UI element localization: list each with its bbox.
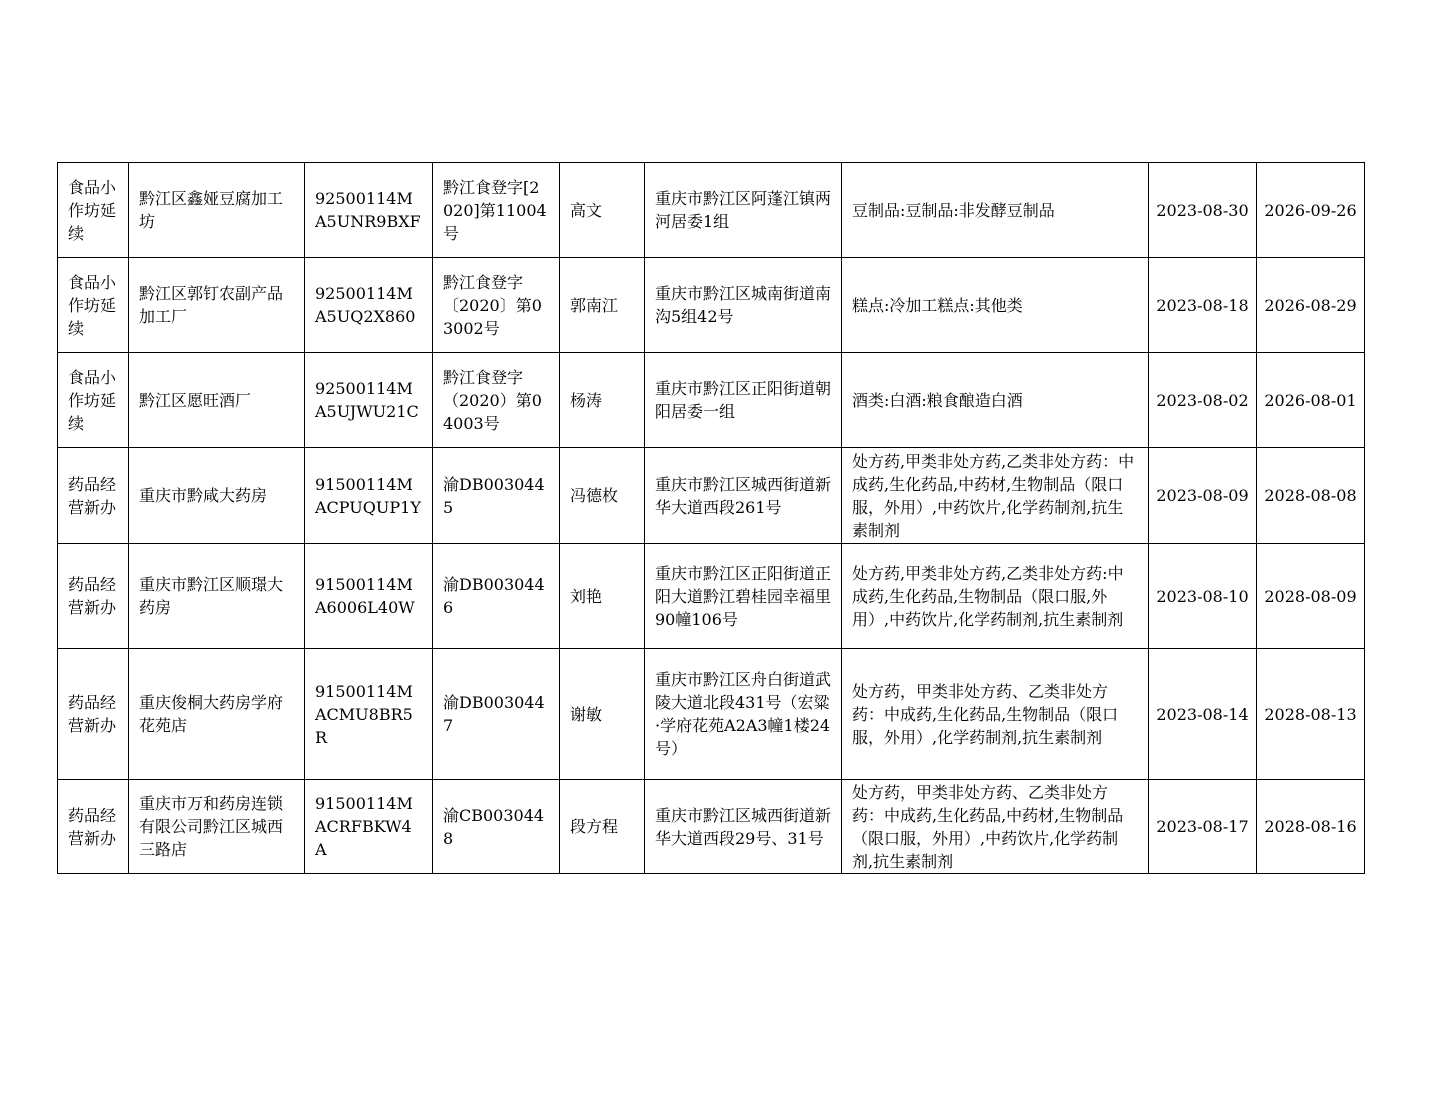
name-cell: 重庆市黔咸大药房 [129,448,305,544]
type-cell: 药品经营新办 [58,544,129,649]
table-row [58,163,1365,258]
name-cell: 黔江区愿旺酒厂 [129,353,305,448]
license-no-cell: 渝CB0030448 [433,780,560,874]
issue-date-cell: 2023-08-18 [1149,258,1257,353]
credit-code-cell: 91500114MACPUQUP1Y [305,448,433,544]
address-cell: 重庆市黔江区城西街道新华大道西段261号 [645,448,842,544]
license-no-cell: 黔江食登字[2020]第11004号 [433,163,560,258]
table-row [58,649,1365,780]
issue-date-cell: 2023-08-14 [1149,649,1257,780]
person-cell: 冯德枚 [560,448,645,544]
scope-cell: 酒类:白酒:粮食酿造白酒 [842,353,1149,448]
license-no-cell: 渝DB0030445 [433,448,560,544]
expiry-date-cell: 2028-08-16 [1257,780,1365,874]
license-no-cell: 渝DB0030447 [433,649,560,780]
license-table [57,162,1365,874]
credit-code-cell: 91500114MACRFBKW4A [305,780,433,874]
expiry-date-cell: 2026-08-29 [1257,258,1365,353]
address-cell: 重庆市黔江区城西街道新华大道西段29号、31号 [645,780,842,874]
address-cell: 重庆市黔江区舟白街道武陵大道北段431号（宏粱·学府花苑A2A3幢1楼24号） [645,649,842,780]
person-cell: 杨涛 [560,353,645,448]
address-cell: 重庆市黔江区阿蓬江镇两河居委1组 [645,163,842,258]
name-cell: 重庆市黔江区顺璟大药房 [129,544,305,649]
scope-cell: 糕点:冷加工糕点:其他类 [842,258,1149,353]
person-cell: 谢敏 [560,649,645,780]
expiry-date-cell: 2028-08-09 [1257,544,1365,649]
person-cell: 刘艳 [560,544,645,649]
person-cell: 郭南江 [560,258,645,353]
issue-date-cell: 2023-08-02 [1149,353,1257,448]
type-cell: 药品经营新办 [58,448,129,544]
person-cell: 高文 [560,163,645,258]
credit-code-cell: 92500114MA5UJWU21C [305,353,433,448]
credit-code-cell: 92500114MA5UNR9BXF [305,163,433,258]
scope-cell: 处方药,甲类非处方药,乙类非处方药:中成药,生化药品,生物制品（限口服,外用）,中药饮片,化学药制剂,抗生素制剂 [842,544,1149,649]
table-row [58,448,1365,544]
person-cell: 段方程 [560,780,645,874]
table-row [58,544,1365,649]
issue-date-cell: 2023-08-09 [1149,448,1257,544]
scope-cell: 豆制品:豆制品:非发酵豆制品 [842,163,1149,258]
type-cell: 食品小作坊延续 [58,163,129,258]
expiry-date-cell: 2028-08-13 [1257,649,1365,780]
name-cell: 黔江区郭钉农副产品加工厂 [129,258,305,353]
issue-date-cell: 2023-08-10 [1149,544,1257,649]
type-cell: 食品小作坊延续 [58,258,129,353]
table-row [58,353,1365,448]
address-cell: 重庆市黔江区正阳街道正阳大道黔江碧桂园幸福里90幢106号 [645,544,842,649]
table-row [58,780,1365,874]
type-cell: 食品小作坊延续 [58,353,129,448]
issue-date-cell: 2023-08-30 [1149,163,1257,258]
expiry-date-cell: 2026-08-01 [1257,353,1365,448]
table-row [58,258,1365,353]
license-no-cell: 黔江食登字（2020）第04003号 [433,353,560,448]
scope-cell: 处方药,甲类非处方药,乙类非处方药：中成药,生化药品,中药材,生物制品（限口服，外用）,中药饮片,化学药制剂,抗生素制剂 [842,448,1149,544]
expiry-date-cell: 2028-08-08 [1257,448,1365,544]
name-cell: 黔江区鑫娅豆腐加工坊 [129,163,305,258]
name-cell: 重庆俊桐大药房学府花苑店 [129,649,305,780]
license-no-cell: 黔江食登字〔2020〕第03002号 [433,258,560,353]
scope-cell: 处方药，甲类非处方药、乙类非处方药：中成药,生化药品,中药材,生物制品（限口服，外用）,中药饮片,化学药制剂,抗生素制剂 [842,780,1149,874]
type-cell: 药品经营新办 [58,780,129,874]
type-cell: 药品经营新办 [58,649,129,780]
issue-date-cell: 2023-08-17 [1149,780,1257,874]
license-no-cell: 渝DB0030446 [433,544,560,649]
address-cell: 重庆市黔江区城南街道南沟5组42号 [645,258,842,353]
credit-code-cell: 91500114MA6006L40W [305,544,433,649]
credit-code-cell: 92500114MA5UQ2X860 [305,258,433,353]
name-cell: 重庆市万和药房连锁有限公司黔江区城西三路店 [129,780,305,874]
credit-code-cell: 91500114MACMU8BR5R [305,649,433,780]
expiry-date-cell: 2026-09-26 [1257,163,1365,258]
scope-cell: 处方药，甲类非处方药、乙类非处方药：中成药,生化药品,生物制品（限口服，外用）,化学药制剂,抗生素制剂 [842,649,1149,780]
address-cell: 重庆市黔江区正阳街道朝阳居委一组 [645,353,842,448]
